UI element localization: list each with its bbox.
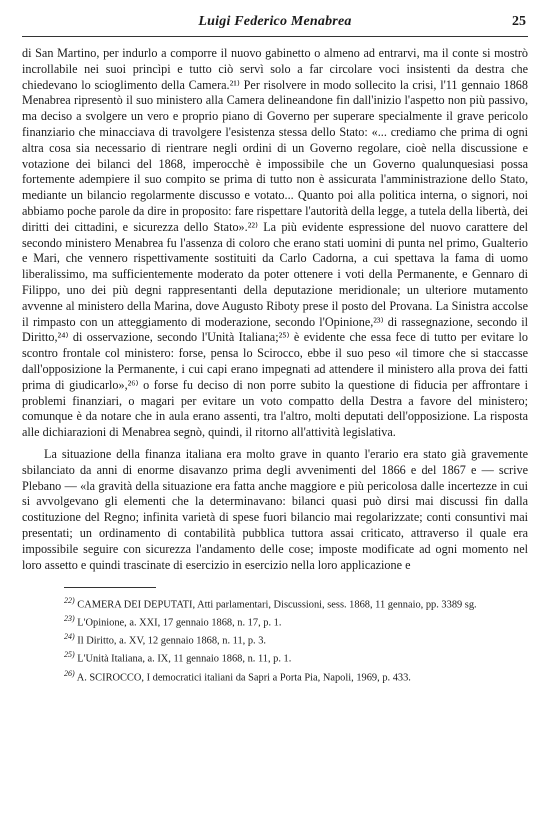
- main-text: [22, 46, 528, 573]
- footnote-number: 23): [64, 614, 75, 624]
- footnote-25: [64, 648, 528, 666]
- footnote-text: L'Unità Italiana, a. IX, 11 gennaio 1868, n. 11, p. 1.: [77, 653, 292, 665]
- running-header: [22, 14, 528, 37]
- footnote-separator: [64, 587, 156, 588]
- footnote-23: [64, 612, 528, 630]
- paragraph-2: La situazione della finanza italiana era molto grave in quanto l'erario era stato già gravemente sbilanciato da anni di enorme disavanzo prima degli avvenimenti del 1866 e del 1867 e — scrive Plebano — «la gravità della situazione era fatta anche maggiore e più pericolosa dalle incertezze in cui si avvolgevano gli elementi che la determinavano: bilanci quasi può dirsi mai discussi fin dalla costituzione del Regno; infinita varietà di spese fuori bilancio mai regolarizzate; conti consuntivi mai presentati; un ordinamento di contabilità pubblica tuttora assai criticato, attraverso il quale era impossibile seguire con sicurezza l'andamento delle cose; imposte modificate ad ogni momento nel loro assetto e quindi trascinate di esercizio in esercizio nella loro applicazione e: [22, 446, 528, 572]
- footnote-number: 26): [64, 668, 75, 678]
- running-title: Luigi Federico Menabrea: [198, 14, 352, 29]
- footnotes: [22, 594, 528, 684]
- footnote-text: A. SCIROCCO, I democratici italiani da Sapri a Porta Pia, Napoli, 1969, p. 433.: [76, 672, 411, 684]
- footnote-number: 22): [64, 596, 75, 606]
- footnote-number: 24): [64, 632, 75, 642]
- paragraph-1: di San Martino, per indurlo a comporre il nuovo gabinetto o almeno ad entrarvi, ma il conte si mostrò incrollabile nei suoi princìpi e tutto ciò servì solo a far circolare voci insistenti da destra che chiedevano lo scioglimento della Camera.²¹⁾ Per risolvere in modo sollecito la crisi, l'11 gennaio 1868 Menabrea ripresentò il suo ministero alla Camera delineandone fin dall'inizio l'aspetto non più passivo, ma deciso a svolgere un vero e proprio piano di Governo per superare specialmente il grave pericolo finanziario che minacciava di travolgere l'esistenza stessa dello Stato: «... crediamo che prima di ogni altra cosa sia necessario di rientrare negli ordini di un Governo regolare, cioè nella discussione e votazione dei bilanci del 1868, imperocchè è impossibile che un Governo qualunquesiasi possa fortemente adempiere il suo compito se prima di tutto non è assicurata l'amministrazione dello Stato, mediante un bilancio regolarmente discusso e votato... Quanto poi alla politica interna, o signori, noi abbiamo poche parole da dire in proposito: fare rispettare l'autorità della legge, a tutela della libertà, dei diritti dei cittadini, e sicurezza dello Stato».²²⁾ La più evidente espressione del nuovo carattere del secondo ministero Menabrea fu l'assenza di coloro che erano stati uomini di punta nel primo, Gualterio e Mari, che vennero rispettivamente sostituiti da Carlo Cadorna, a cui spettava la fama di uomo liberalissimo, ma sufficientemente moderato da poter ottenere i voti della Permanente, e Gennaro di Filippo, uno dei più degni rappresentanti della deputazione meridionale; un ulteriore mutamento avvenne al ministero della Marina, dove Augusto Riboty prese il posto del Provana. La Sinistra accolse il rimpasto con un atteggiamento di moderazione, secondo l'Opinione,²³⁾ di rassegnazione, secondo il Diritto,²⁴⁾ di osservazione, secondo l'Unità Italiana;²⁵⁾ è evidente che essa fece di tutto per evitare lo scontro frontale col ministero: forse, pensa lo Scirocco, ebbe il suo peso «il timore che si staccasse dall'opposizione la Permanente, i cui capi erano impegnati ad attendere il ministero alla prova dei fatti prima di giudicarlo»,²⁶⁾ o forse fu deciso di non porre subito la questione di fiducia per affrontare i problemi finanziari, o magari per evitare un voto compatto della Destra a favore del ministero; comunque è da notare che in aula erano assenti, tra l'altro, molti deputati dell'opposizione. La risposta alle dichiarazioni di Menabrea segnò, quindi, il ritorno all'attività legislativa.: [22, 46, 528, 440]
- footnote-number: 25): [64, 650, 75, 660]
- footnote-text: Il Diritto, a. XV, 12 gennaio 1868, n. 11, p. 3.: [77, 635, 267, 647]
- footnote-22: [64, 594, 528, 612]
- footnote-24: [64, 630, 528, 648]
- footnote-text: CAMERA DEI DEPUTATI, Atti parlamentari, Discussioni, sess. 1868, 11 gennaio, pp. 3389 sg.: [77, 599, 477, 611]
- footnote-26: [64, 667, 528, 685]
- footnote-text: L'Opinione, a. XXI, 17 gennaio 1868, n. 17, p. 1.: [77, 617, 282, 629]
- page-number: 25: [512, 14, 526, 29]
